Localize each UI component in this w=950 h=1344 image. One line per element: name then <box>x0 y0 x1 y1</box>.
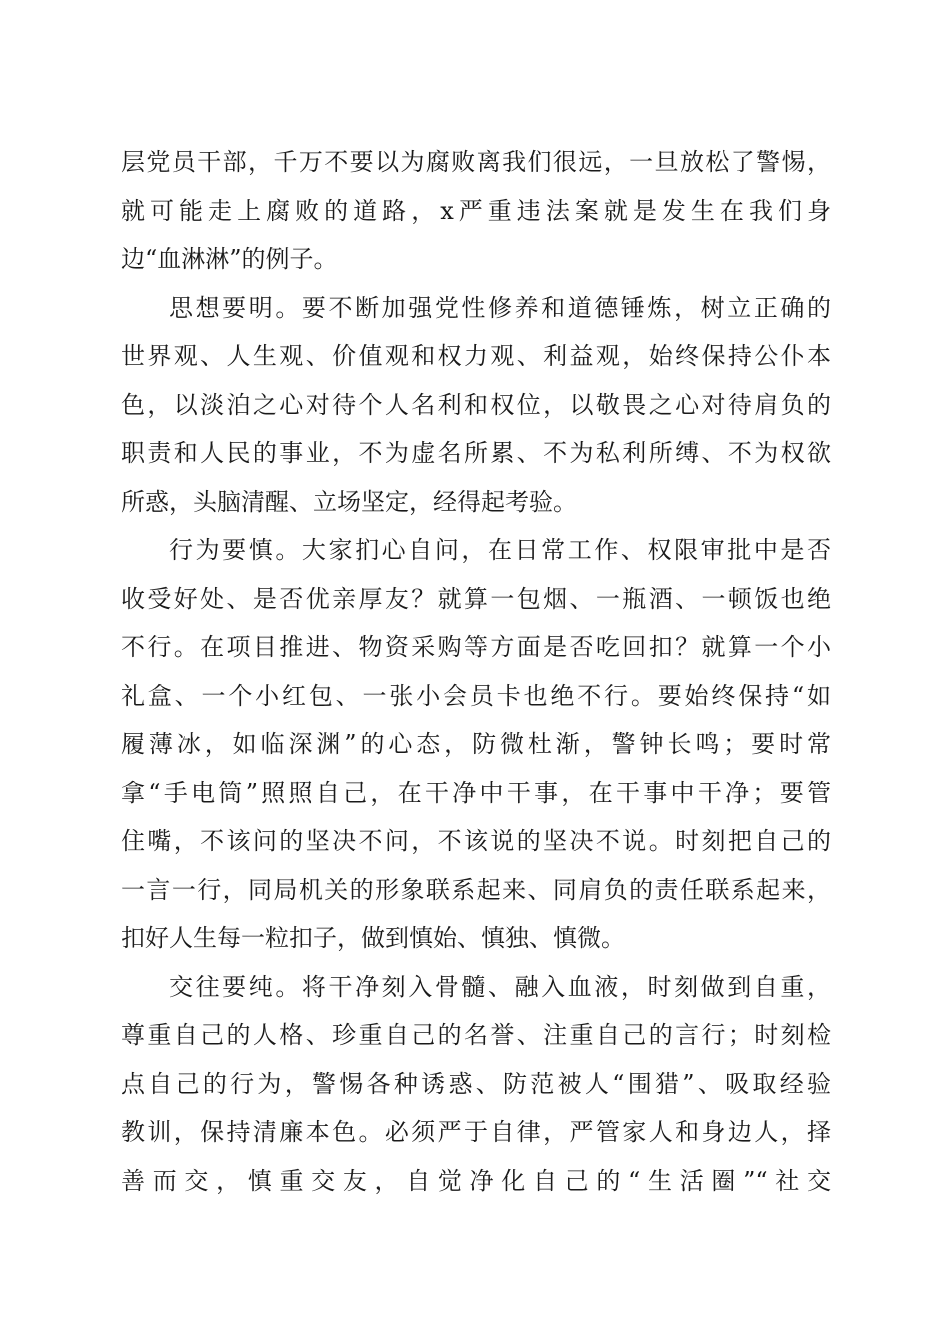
text-line: 不行。在项目推进、物资采购等方面是否吃回扣？就算一个小 <box>121 633 831 661</box>
text-line: 一言一行，同局机关的形象联系起来、同肩负的责任联系起来， <box>121 875 831 904</box>
text-line: 住嘴，不该问的坚决不问，不该说的坚决不说。时刻把自己的 <box>121 827 831 855</box>
text-line: 教训，保持清廉本色。必须严于自律，严管家人和身边人，择 <box>121 1118 831 1146</box>
text-line: 世界观、人生观、价值观和权力观、利益观，始终保持公仆本 <box>121 342 831 370</box>
text-line: 边“血淋淋”的例子。 <box>121 245 338 273</box>
text-line: 尊重自己的人格、珍重自己的名誉、注重自己的言行；时刻检 <box>121 1021 831 1049</box>
text-line: 收受好处、是否优亲厚友？就算一包烟、一瓶酒、一顿饭也绝 <box>121 584 831 613</box>
text-line: 职责和人民的事业，不为虚名所累、不为私利所缚、不为权欲 <box>121 439 831 467</box>
text-line: 点自己的行为，警惕各种诱惑、防范被人“围猎”、吸取经验 <box>121 1069 831 1098</box>
text-line: 礼盒、一个小红包、一张小会员卡也绝不行。要始终保持“如 <box>121 681 831 710</box>
text-line: 履薄冰，如临深渊”的心态，防微杜渐，警钟长鸣；要时常 <box>121 730 831 758</box>
body-text <box>121 138 831 1205</box>
paragraph-first-line: 思想要明。要不断加强党性修养和道德锤炼，树立正确的 <box>169 293 831 322</box>
text-line: 就可能走上腐败的道路，x严重违法案就是发生在我们身 <box>121 196 831 225</box>
text-line: 拿“手电筒”照照自己，在干净中干事，在干事中干净；要管 <box>121 778 831 807</box>
text-line: 层党员干部，千万不要以为腐败离我们很远，一旦放松了警惕， <box>121 148 831 176</box>
text-line: 扣好人生每一粒扣子，做到慎始、慎独、慎微。 <box>121 924 625 952</box>
text-line: 所惑，头脑清醒、立场坚定，经得起考验。 <box>121 487 577 516</box>
paragraph-first-line: 交往要纯。将干净刻入骨髓、融入血液，时刻做到自重， <box>169 972 831 1001</box>
text-line: 善而交，慎重交友，自觉净化自己的“生活圈”“社交 <box>121 1166 831 1195</box>
text-line: 色，以淡泊之心对待个人名利和权位，以敬畏之心对待肩负的 <box>121 390 831 419</box>
paragraph-first-line: 行为要慎。大家扪心自问，在日常工作、权限审批中是否 <box>169 536 831 564</box>
